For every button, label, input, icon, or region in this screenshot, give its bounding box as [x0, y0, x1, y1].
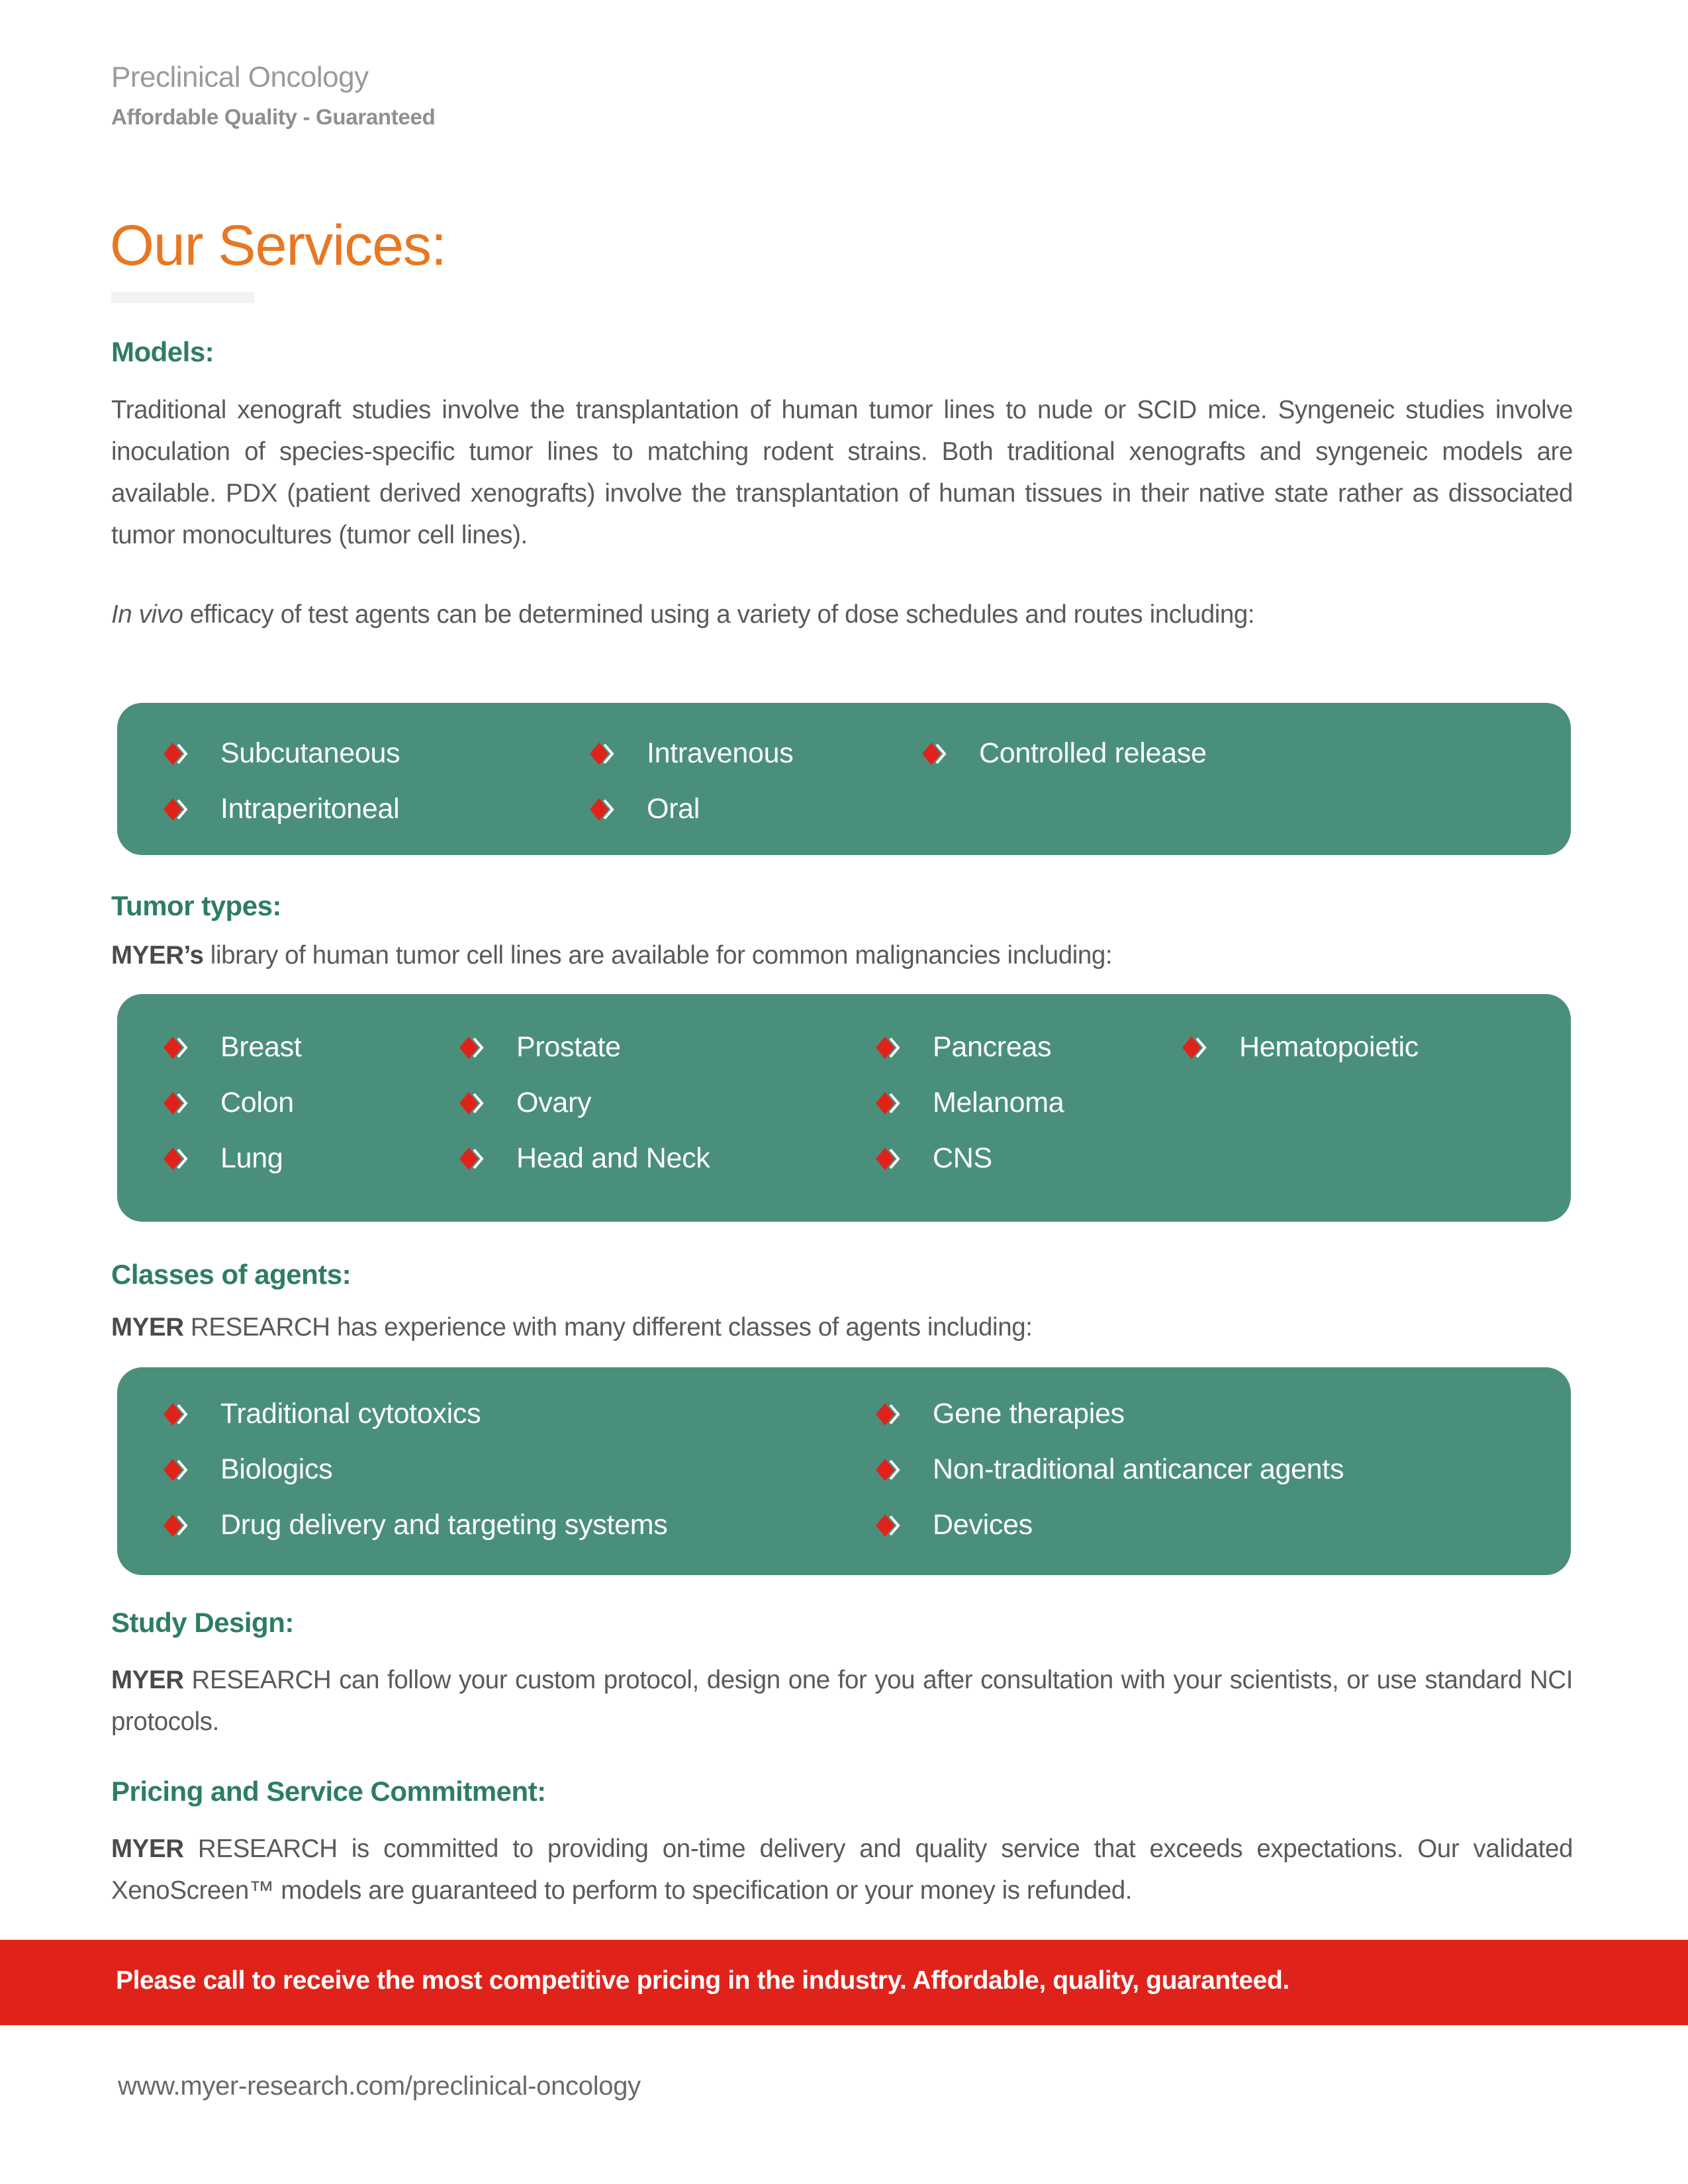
- paragraph-text: RESEARCH can follow your custom protocol, design one for you after consultation with your scientists, or use standard NCI protocols.: [111, 1666, 1573, 1736]
- list-item: [590, 737, 793, 770]
- diamond-bullet-icon: [922, 741, 951, 767]
- diamond-bullet-icon: [876, 1090, 905, 1116]
- diamond-bullet-icon: [876, 1034, 905, 1061]
- tumor-types-intro: [111, 934, 1573, 976]
- diamond-bullet-icon: [164, 1146, 193, 1172]
- list-item: [876, 1509, 1033, 1541]
- diamond-bullet-icon: [459, 1090, 489, 1116]
- list-item: [459, 1031, 621, 1064]
- diamond-bullet-icon: [164, 741, 193, 767]
- diamond-bullet-icon: [876, 1457, 905, 1483]
- routes-box: [117, 703, 1571, 855]
- agent-class-label: Traditional cytotoxics: [220, 1398, 481, 1430]
- diamond-bullet-icon: [164, 1512, 193, 1539]
- agent-class-label: Biologics: [220, 1453, 333, 1485]
- route-label: Intraperitoneal: [220, 793, 400, 825]
- diamond-bullet-icon: [164, 1090, 193, 1116]
- list-item: [876, 1087, 1064, 1119]
- intro-text: library of human tumor cell lines are available for common malignancies including:: [203, 941, 1113, 970]
- pricing-heading: Pricing and Service Commitment:: [111, 1776, 546, 1807]
- agent-class-label: Devices: [933, 1509, 1033, 1541]
- classes-box: [117, 1367, 1571, 1575]
- tumor-label: Breast: [220, 1031, 302, 1063]
- invivo-text: efficacy of test agents can be determined using a variety of dose schedules and routes including:: [183, 600, 1255, 629]
- cta-band: [0, 1940, 1688, 2025]
- pricing-paragraph: [111, 1828, 1573, 1911]
- list-item: [590, 793, 700, 825]
- list-item: [164, 1142, 283, 1175]
- list-item: [1182, 1031, 1419, 1064]
- tumor-types-box: [117, 994, 1571, 1222]
- list-item: [164, 737, 400, 770]
- brand-name: MYER’s: [111, 941, 204, 970]
- list-item: [164, 793, 399, 825]
- diamond-bullet-icon: [876, 1512, 905, 1539]
- list-item: [164, 1509, 667, 1541]
- diamond-bullet-icon: [590, 741, 619, 767]
- list-item: [459, 1142, 710, 1175]
- route-label: Subcutaneous: [220, 737, 400, 769]
- route-label: Oral: [647, 793, 700, 825]
- page-title: Our Services:: [110, 214, 446, 277]
- route-label: Controlled release: [979, 737, 1207, 769]
- agent-class-label: Non-traditional anticancer agents: [933, 1453, 1344, 1485]
- tumor-label: Lung: [220, 1142, 283, 1174]
- list-item: [164, 1398, 481, 1430]
- tumor-types-heading: Tumor types:: [111, 890, 281, 921]
- diamond-bullet-icon: [1182, 1034, 1211, 1061]
- brand-name: MYER: [111, 1666, 184, 1694]
- list-item: [876, 1453, 1344, 1486]
- invivo-paragraph: [111, 594, 1573, 635]
- diamond-bullet-icon: [876, 1401, 905, 1428]
- cta-text: Please call to receive the most competitive pricing in the industry. Affordable, quality, guaranteed.: [116, 1966, 1289, 1995]
- tumor-label: Prostate: [516, 1031, 621, 1063]
- classes-intro: [111, 1306, 1573, 1348]
- brand-name: MYER: [111, 1313, 184, 1342]
- tumor-label: Pancreas: [933, 1031, 1052, 1063]
- list-item: [164, 1087, 294, 1119]
- header-subtitle: Affordable Quality - Guaranteed: [111, 105, 436, 129]
- title-underline: [111, 292, 254, 303]
- footer-url[interactable]: www.myer-research.com/preclinical-oncology: [118, 2071, 641, 2101]
- classes-heading: Classes of agents:: [111, 1259, 352, 1290]
- header-title: Preclinical Oncology: [111, 61, 369, 93]
- diamond-bullet-icon: [164, 1401, 193, 1428]
- diamond-bullet-icon: [164, 1034, 193, 1061]
- list-item: [459, 1087, 591, 1119]
- models-paragraph: Traditional xenograft studies involve the transplantation of human tumor lines to nude or SCID mice. Syngeneic studies involve inoculation of species-specific tumor lines to matching rodent strains. Both traditional xenografts and syngeneic models are available. PDX (patient derived xenografts) involve the transplantation of human tissues in their native state rather as dissociated tumor monocultures (tumor cell lines).: [111, 396, 1573, 549]
- list-item: [164, 1031, 301, 1064]
- list-item: [164, 1453, 332, 1486]
- list-item: [876, 1398, 1125, 1430]
- diamond-bullet-icon: [164, 796, 193, 823]
- invivo-italic: In vivo: [111, 600, 183, 629]
- diamond-bullet-icon: [876, 1146, 905, 1172]
- brand-name: MYER: [111, 1835, 184, 1863]
- tumor-label: Hematopoietic: [1239, 1031, 1419, 1063]
- study-design-heading: Study Design:: [111, 1607, 294, 1638]
- tumor-label: Ovary: [516, 1087, 592, 1118]
- diamond-bullet-icon: [459, 1034, 489, 1061]
- list-item: [922, 737, 1207, 770]
- tumor-label: Colon: [220, 1087, 294, 1118]
- list-item: [876, 1142, 992, 1175]
- tumor-label: Head and Neck: [516, 1142, 710, 1174]
- agent-class-label: Drug delivery and targeting systems: [220, 1509, 668, 1541]
- tumor-label: CNS: [933, 1142, 992, 1174]
- intro-text: RESEARCH has experience with many different classes of agents including:: [183, 1313, 1033, 1342]
- tumor-label: Melanoma: [933, 1087, 1064, 1118]
- list-item: [876, 1031, 1051, 1064]
- diamond-bullet-icon: [164, 1457, 193, 1483]
- paragraph-text: RESEARCH is committed to providing on-time delivery and quality service that exceeds expectations. Our validated XenoScreen™ models are guaranteed to perform to specification or your money is refunded.: [111, 1835, 1573, 1905]
- route-label: Intravenous: [647, 737, 794, 769]
- study-design-paragraph: [111, 1659, 1573, 1743]
- agent-class-label: Gene therapies: [933, 1398, 1125, 1430]
- diamond-bullet-icon: [459, 1146, 489, 1172]
- diamond-bullet-icon: [590, 796, 619, 823]
- models-heading: Models:: [111, 336, 214, 367]
